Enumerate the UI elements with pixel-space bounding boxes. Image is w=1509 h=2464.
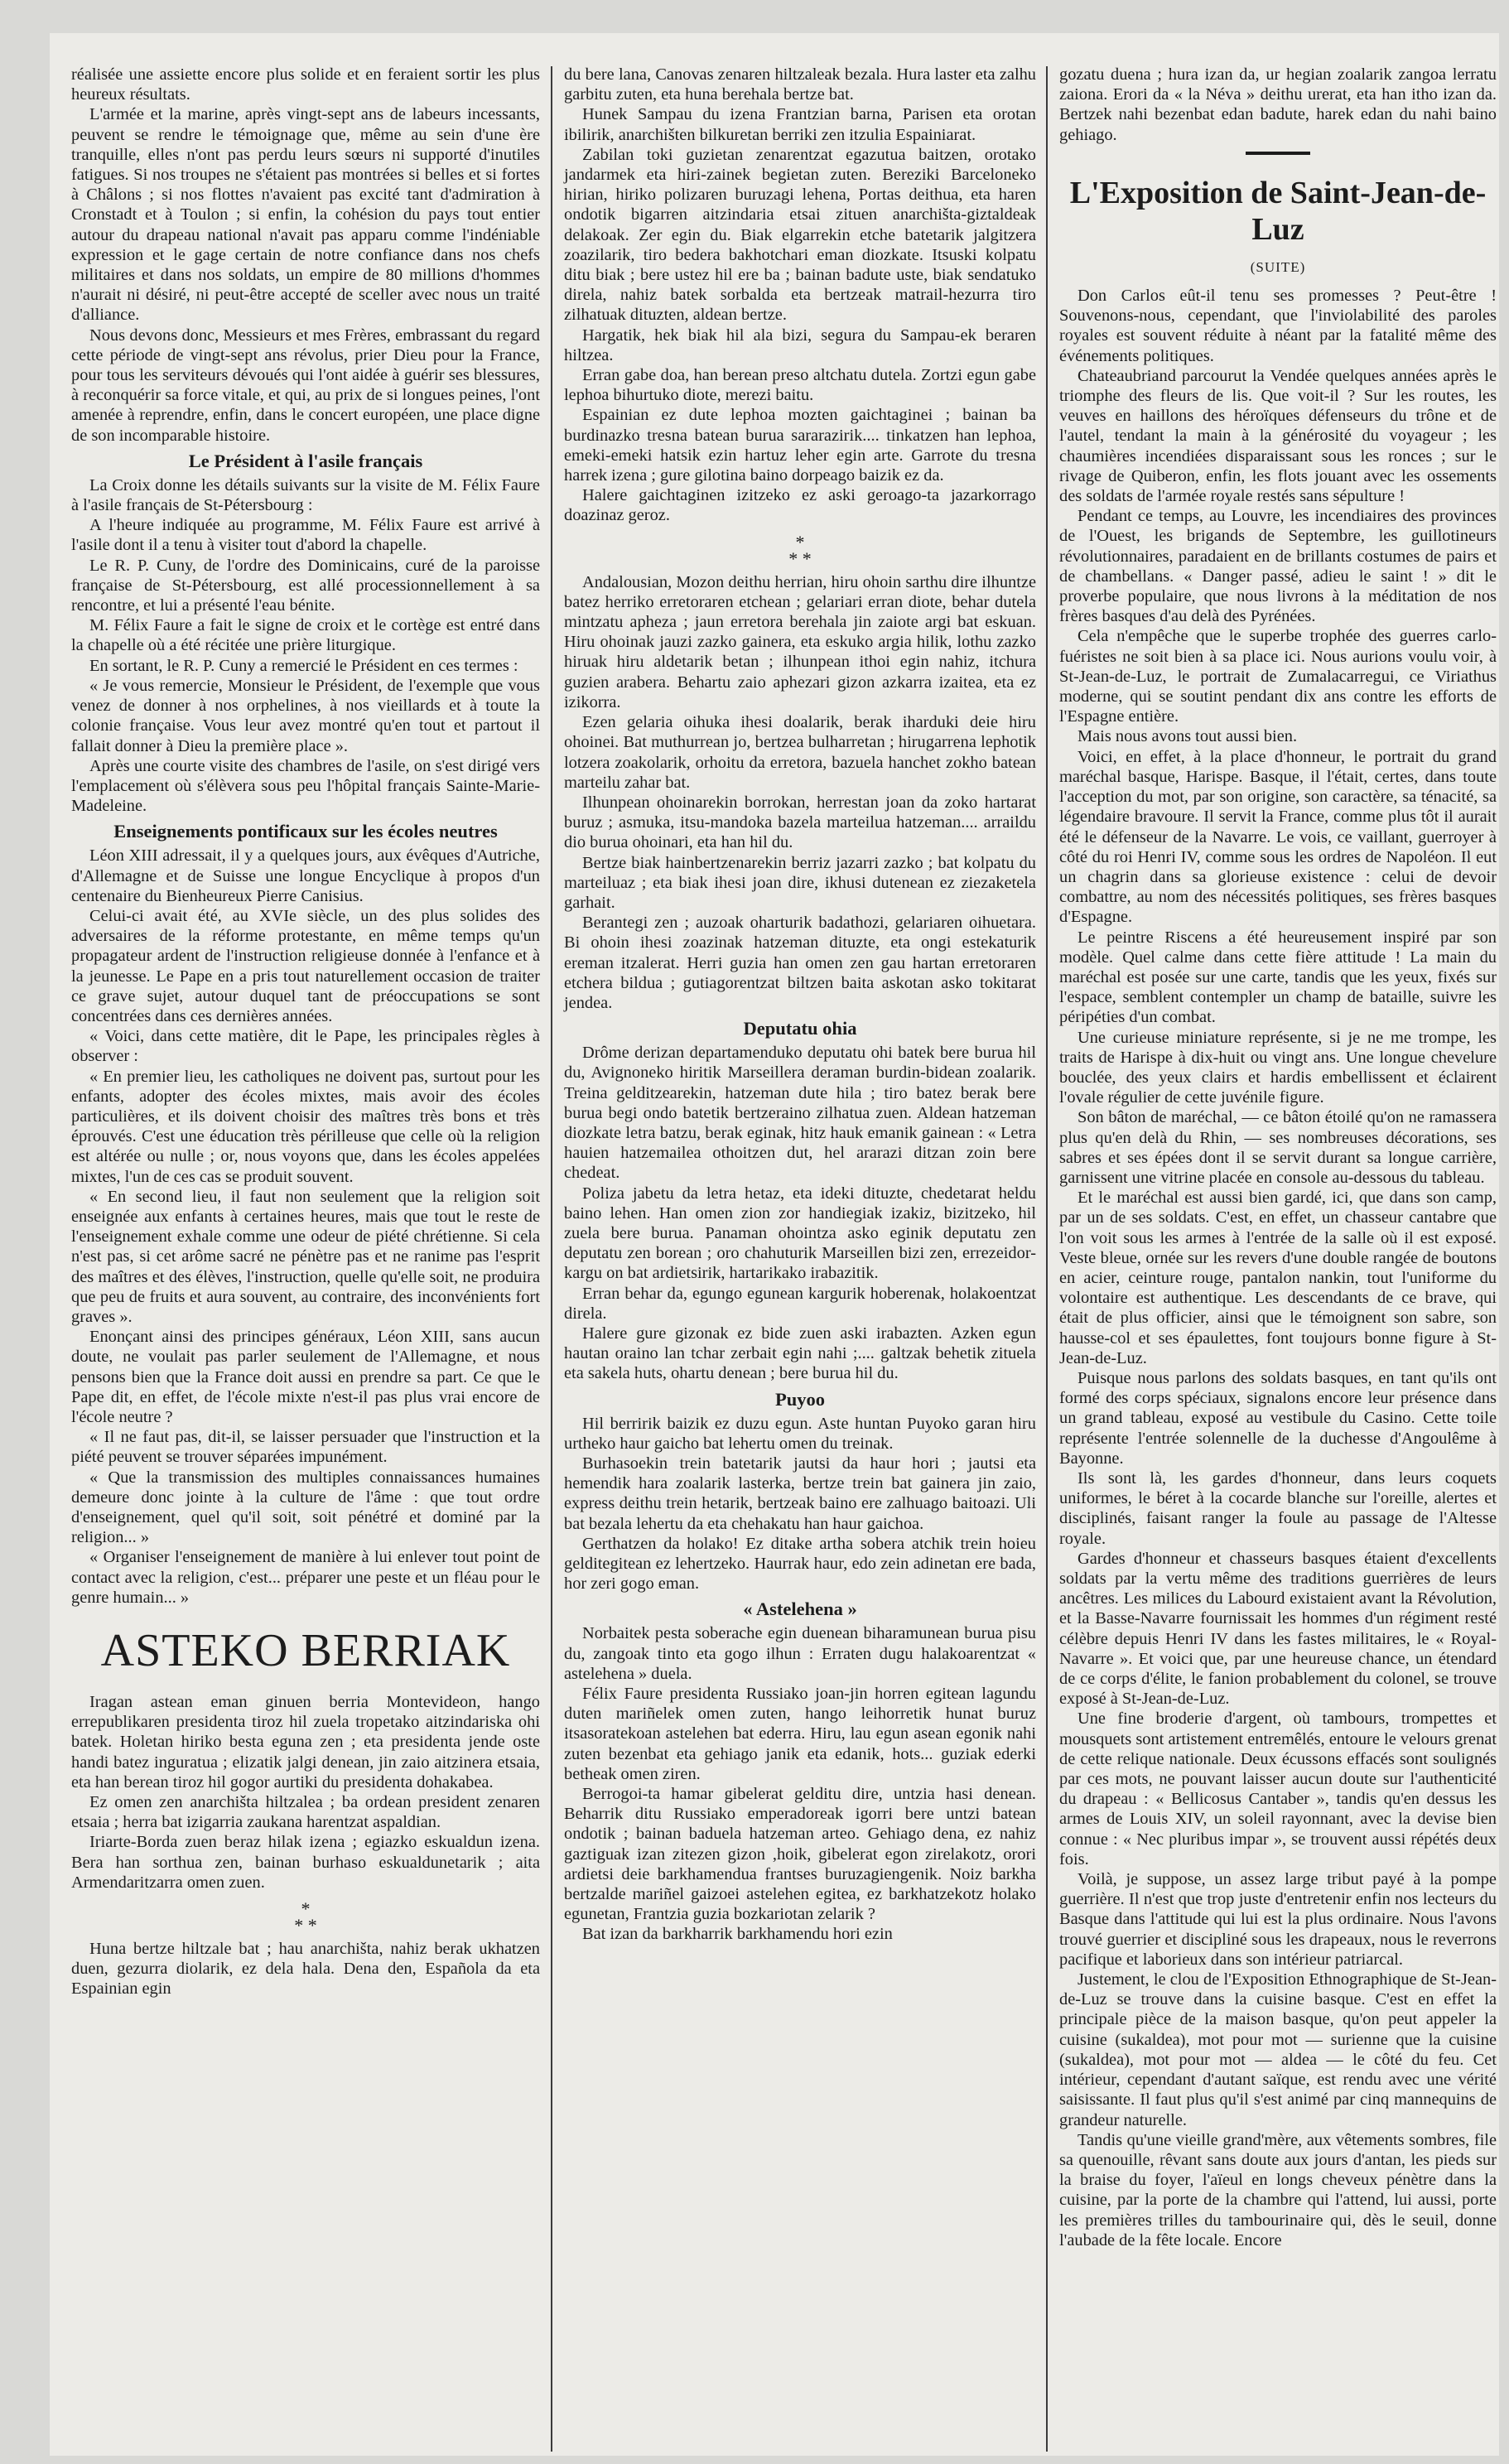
paragraph: Poliza jabetu da letra hetaz, eta ideki dituzte, chedetarat heldu baino lehen. Han omen zion zor handiegiak izakiz, bizitzeko, hil zuela bere burua. Panaman ohointza asko eginik deputatu zen deputatu zen borean ; oro chahuturik Marseillen bizi zen, errezeidor-kargu on bat ardietsirik, hartarikako irabazitik. (564, 1184, 1036, 1283)
paragraph: Félix Faure presidenta Russiako joan-jin horren egitean lagundu duten mariñelek omen zuten, hango leihorretik hunat buruz itsasoratekoan astelehen bat ederra. Hiru, lau egun asean egonik nahi zuten bezenbat eta gehiago janik eta edanik, hots... guziak ederki betheak omen ziren. (564, 1685, 1036, 1783)
paragraph: « Que la transmission des multiples connaissances humaines demeure donc jointe à la culture de l'âme : que tout ordre d'enseignement, quel qu'il soit, soit pénétré et dominé par la religion... » (71, 1468, 540, 1547)
column-1 (71, 65, 540, 1999)
paragraph: Halere gure gizonak ez bide zuen aski irabazten. Azken egun hautan oraino lan tchar zerbait egin nahi ;.... galtzak behetik zituela eta sakela huts, ohartu denean ; bere burua hil du. (564, 1324, 1036, 1383)
newspaper-page (50, 33, 1499, 2456)
paragraph: « Il ne faut pas, dit-il, se laisser persuader que l'instruction et la piété peuvent se trouver séparées impunément. (71, 1428, 540, 1467)
column-2 (564, 65, 1036, 1945)
paragraph: Tandis qu'une vieille grand'mère, aux vêtements sombres, file sa quenouille, rêvant sans doute aux jours d'antan, les pieds sur la braise du foyer, l'aïeul en longs cheveux pénètre dans la cuisine, par la porte de la chambre qui l'attend, lui aussi, porte les premières trilles du tambourinaire qui, dès le seuil, donne l'aubade de la fête locale. Encore (1059, 2130, 1497, 2249)
section-title: ASTEKO BERRIAK (100, 1625, 511, 1677)
paragraph: L'armée et la marine, après vingt-sept ans de labeurs incessants, peuvent se rendre le témoignage que, même au sein d'une ère tranquille, elles n'ont pas perdu leurs sœurs ni supporté d'inutiles fatigues. Si nos troupes ne s'étaient pas montrées si belles et si fortes à Châlons ; si nos flottes n'avaient pas excité tant d'admiration à Cronstadt et à Toulon ; si enfin, la cohésion du pays tout entier autour du drapeau national n'avait pas apparu comme l'indéniable expression et le gage certain de notre confiance dans nos chefs militaires et dans nos soldats, un empire de 80 millions d'hommes n'aurait ni désiré, ni peut-être accepté de sceller avec nous un traité d'alliance. (71, 105, 540, 325)
paragraph: Le peintre Riscens a été heureusement inspiré par son modèle. Quel calme dans cette fière attitude ! La main du maréchal est posée sur une carte, tandis que les yeux, fixés sur l'espace, semblent contempler un champ de bataille, suivre les péripéties d'un combat. (1059, 928, 1497, 1027)
paragraph: Une curieuse miniature représente, si je ne me trompe, les traits de Harispe à dix-huit ou vingt ans. Une longue chevelure bouclée, des yeux clairs et hardis embellissent et éclairent l'ovale régulier de cette juvénile figure. (1059, 1028, 1497, 1107)
paragraph: Ils sont là, les gardes d'honneur, dans leurs coquets uniformes, le béret à la cocarde blanche sur l'oreille, alertes et disciplinés, faisant ranger la foule au passage de l'Altesse royale. (1059, 1469, 1497, 1548)
column-rule (551, 66, 552, 2452)
paragraph: Nous devons donc, Messieurs et mes Frères, embrassant du regard cette période de vingt-sept ans révolus, prier Dieu pour la France, pour tous les serviteurs dévoués qui l'ont aidée à guérir ses blessures, à reconquérir sa force vitale, et qui, au prix de si longues peines, l'ont amenée à reprendre, enfin, dans le concert européen, une place digne de son incomparable histoire. (71, 325, 540, 445)
paragraph: « En premier lieu, les catholiques ne doivent pas, surtout pour les enfants, adopter des écoles mixtes, mais avoir des écoles particulières, et ils doivent choisir des maîtres très bons et très éprouvés. C'est une éducation très périlleuse que celle où la religion est altérée ou nulle ; or, nous voyons que, dans les écoles appelées mixtes, l'un de ces cas se produit souvent. (71, 1067, 540, 1186)
paragraph: Huna bertze hiltzale bat ; hau anarchišta, nahiz berak ukhatzen duen, gezurra diolarik, ez dela hala. Dena den, Española da eta Espainian egin (71, 1940, 540, 1999)
paragraph: « Organiser l'enseignement de manière à lui enlever tout point de contact avec la religion, c'est... préparer une peste et un fléau pour le genre humain... » (71, 1548, 540, 1607)
column-3 (1059, 65, 1497, 2250)
paragraph: Hil berririk baizik ez duzu egun. Aste huntan Puyoko garan hiru urtheko haur gaicho bat lehertu omen du treinak. (564, 1414, 1036, 1453)
paragraph: Burhasoekin trein batetarik jautsi da haur hori ; jautsi eta hemendik hara zoalarik lasterka, bertze trein bat gainera jin zaio, express deithu trein hetarik, bertzeak baino ere zalhuago baitoazi. Uli bat bezala lehertu da eta chehakatu han haur gaichoa. (564, 1454, 1036, 1533)
paragraph: Ilhunpean ohoinarekin borrokan, herrestan joan da zoko hartarat buruz ; asmuka, itsu-mandoka bazela marteilua hatzeman.... arraildu dio burua ohoinari, eta han hil du. (564, 793, 1036, 852)
section-heading: Deputatu ohia (743, 1018, 857, 1039)
section-heading: Puyoo (774, 1388, 825, 1410)
paragraph: Bat izan da barkharrik barkhamendu hori ezin (582, 1925, 893, 1944)
section-heading: Enseignements pontificaux sur les écoles neutres (113, 821, 498, 842)
paragraph: gozatu duena ; hura izan da, ur hegian zoalarik zangoa lerratu zaiona. Erori da « la Néva » deithu urerat, eta han itho izan da. Bertzek nahi bezenbat edan badute, harek edan du nahi baino gehiago. (1059, 65, 1497, 144)
paragraph: Léon XIII adressait, il y a quelques jours, aux évêques d'Autriche, d'Allemagne et de Suisse une longue Encyclique à propos d'un centenaire du Bienheureux Pierre Canisius. (71, 846, 540, 905)
asterism-ornament: * * * (788, 531, 812, 569)
paragraph: Hargatik, hek biak hil ala bizi, segura du Sampau-ek beraren hiltzea. (564, 325, 1036, 364)
paragraph: Don Carlos eût-il tenu ses promesses ? Peut-être ! Souvenons-nous, cependant, que l'inviolabilité des paroles royales est souvent réduite à néant par la fatalité même des événements politiques. (1059, 287, 1497, 365)
paragraph: Voilà, je suppose, un assez large tribut payé à la pompe guerrière. Il n'est que trop juste d'entretenir enfin nos lecteurs du Basque dans l'attitude qui lui est la plus ordinaire. Nous l'avons trouvé guerrier et discipliné sous les drapeaux, nous le reverrons pacifique et laborieux dans son intérieur patriarcal. (1059, 1870, 1497, 1969)
paragraph: Andalousian, Mozon deithu herrian, hiru ohoin sarthu dire ilhuntze batez herriko erretoraren etchean ; gelariari erran diote, behar dutela mintzatu apheza ; jaun erretora berehala jin zaiote argi bat eskuan. Hiru ohoinak jauzi zazko gainera, eta eskuko argia hilik, lothu zazko hiruak hiru aldetarik betan ; ilhunpean ithoi egin nahiz, itchura guzien arabera. Behartu zaio aphezari gizon azkarra izaitea, eta ez izikorra. (564, 572, 1036, 711)
paragraph: Iragan astean eman ginuen berria Montevideon, hango errepublikaren presidenta tiroz hil zuela tropetako aitzindariska ohi batek. Holetan hiriko besta eguna zen ; eta presidenta jende oste handi batez inguratua ; elizatik jalgi denean, jin zaio aitzinera etsaia, eta han berean tiroz hil gogor aurtiki du presidenta dohakabea. (71, 1693, 540, 1791)
paragraph: Iriarte-Borda zuen beraz hilak izena ; egiazko eskualdun izena. Bera han sorthua zen, bainan burhaso eskualdunetarik ; aita Armendaritzarra omen zuen. (71, 1833, 540, 1892)
paragraph: Mais nous avons tout aussi bien. (1078, 727, 1298, 746)
paragraph: Pendant ce temps, au Louvre, les incendiaires des provinces de l'Ouest, les brigands de Septembre, les guillotineurs révolutionnaires, paradaient en de brillants costumes de pairs et de chambellans. « Danger passé, adieu le saint ! » dit le proverbe populaire, que nous livrons à la méditation de nos frères basques d'au delà des Pyrénées. (1059, 507, 1497, 626)
paragraph: Enonçant ainsi des principes généraux, Léon XIII, sans aucun doute, ne voulait pas parler seulement de l'Allemagne, et nous pensons bien que la France doit aussi en prendre sa part. Ce que le Pape dit, en effet, de l'école mixte n'est-il pas plus vrai encore de l'école neutre ? (71, 1328, 540, 1426)
paragraph: Erran gabe doa, han berean preso altchatu dutela. Zortzi egun gabe lephoa bihurtuko diote, merezi baitu. (564, 366, 1036, 405)
paragraph: réalisée une assiette encore plus solide et en feraient sortir les plus heureux résultats. (71, 65, 540, 104)
column-rule (1046, 66, 1048, 2452)
paragraph: Chateaubriand parcourut la Vendée quelques années après le triomphe des fleurs de lis. Que voit-il ? Sur les routes, les veuves en haillons des héroïques défenseurs du trône et de l'autel, tendant la main à la générosité du voyageur ; les chaumières incendiées disparaissant sous les ronces ; sur le rivage de Quiberon, enfin, les flots jouant avec les ossements des soldats de l'armée royale restés sans sépulture ! (1059, 366, 1497, 506)
section-title: L'Exposition de Saint-Jean-de-Luz (1069, 175, 1487, 247)
separator-rule (1246, 152, 1310, 155)
paragraph: La Croix donne les détails suivants sur la visite de M. Félix Faure à l'asile français de St-Pétersbourg : (71, 475, 540, 515)
paragraph: Gerthatzen da holako! Ez ditake artha sobera atchik trein hoieu gelditegitean ez lehertzeko. Haurrak haur, edo zein adinetan ere bada, hor zeri gogo eman. (564, 1534, 1036, 1594)
paragraph: Erran behar da, egungo egunean kargurik hoberenak, holakoentzat direla. (564, 1284, 1036, 1323)
paragraph: Berrogoi-ta hamar gibelerat gelditu dire, untzia hasi denean. Beharrik ditu Russiako emperadoreak igorri bere untzi batean ondotik ; bainan baduela hatzeman arteo. Gehiago dena, ez nahiz gaztiguak izan zitezen gizon ,hoik, gibelerat egon zirelakotz, orori ardietsi deie barkhamendua frantses buruzagiengenik. Noiz barkha bertzalde mariñel gaizoei astelehen egitea, ez barkhatzekotz holako egunetan, Frantzia guzia bozkariotan zelarik ? (564, 1785, 1036, 1924)
paragraph: Celui-ci avait été, au XVIe siècle, un des plus solides des adversaires de la réforme protestante, en même temps qu'un propagateur ardent de l'instruction religieuse donnée à l'enfance et à la jeunesse. Le Pape en a pris tout naturellement occasion de traiter ce grave sujet, autour duquel tant de préoccupations se sont concentrées dans ces dernières années. (71, 906, 540, 1025)
paragraph: Et le maréchal est aussi bien gardé, ici, que dans son camp, par un de ses soldats. C'est, en effet, un chasseur cantabre que l'on voit sous les armes à l'entrée de la salle où il est exposé. Veste bleue, ornée sur les revers d'une double rangée de boutons en acier, ceinture rouge, pantalon nankin, tout l'uniforme du volontaire est authentique. Les descendants de ce brave, qui était de plus officier, ainsi que le témoignent son sabre, son hausse-col et ses épaulettes, font toujours bonne figure à St-Jean-de-Luz. (1059, 1189, 1497, 1367)
paragraph: Halere gaichtaginen izitzeko ez aski geroago-ta jazarkorrago doazinaz geroz. (564, 486, 1036, 525)
asterism-ornament: * * * (294, 1898, 317, 1936)
paragraph: M. Félix Faure a fait le signe de croix et le cortège est entré dans la chapelle où a été récitée une prière liturgique. (71, 616, 540, 655)
section-heading: Le Président à l'asile français (188, 450, 423, 471)
paragraph: Gardes d'honneur et chasseurs basques étaient d'excellents soldats par la vertu même des traditions guerrières de leurs ancêtres. Les milices du Labourd existaient avant la Révolution, et la Basse-Navarre fournissait les hommes d'un régiment resté célèbre depuis Henri IV dans les fastes militaires, le « Royal-Navarre ». Et voici que, par une heureuse chance, un étendard de ce corps d'élite, le fanion probablement du colonel, se trouve exposé à St-Jean-de-Luz. (1059, 1549, 1497, 1709)
paragraph: Ez omen zen anarchišta hiltzalea ; ba ordean president zenaren etsaia ; herra bat izigarria zaukana harentzat aspaldian. (71, 1793, 540, 1832)
paragraph: Une fine broderie d'argent, où tambours, trompettes et mousquets sont artistement entremêlés, entoure le velours grenat de cette relique nationale. Deux écussons effacés sont soulignés par ces mots, ne pouvant laisser aucun doute sur l'authenticité du drapeau : « Bellicosus Cantaber », tandis qu'en dessus les armes de Louis XIV, un soleil rayonnant, avec la devise bien connue : « Nec pluribus impar », se trouvent aussi répétés deux fois. (1059, 1709, 1497, 1868)
paragraph: Bertze biak hainbertzenarekin berriz jazarri zazko ; bat kolpatu du marteiluaz ; eta biak ihesi joan dire, ikhusi dutenean ez ziezaketela garhait. (564, 853, 1036, 912)
paragraph: « En second lieu, il faut non seulement que la religion soit enseignée aux enfants à certaines heures, mais que tout le reste de l'enseignement exhale comme une odeur de piété chrétienne. Si cela n'est pas, si cet arôme sacré ne pénètre pas et ne ranime pas l'esprit des maîtres et des élèves, l'instruction, quelle qu'elle soit, ne produira que peu de fruits et aura souvent, au contraire, des inconvénients fort graves ». (71, 1187, 540, 1326)
paragraph: A l'heure indiquée au programme, M. Félix Faure est arrivé à l'asile dont il a tenu à visiter tout d'abord la chapelle. (71, 516, 540, 555)
paragraph: En sortant, le R. P. Cuny a remercié le Président en ces termes : (89, 656, 518, 675)
paragraph: du bere lana, Canovas zenaren hiltzaleak bezala. Hura laster eta zalhu garbitu zuten, eta huna berehala bertze bat. (564, 65, 1036, 104)
paragraph: Zabilan toki guzietan zenarentzat egazutua baitzen, orotako jandarmek eta hiri-zainek begietan zuten. Bereziki Barceloneko hirian, hiriko polizaren buruzagi lehena, Portas deithua, eta haren ondotik bigarren aitzindaria etsai zituen anarchišta-giztaldeak delakoak. Zer egin du. Biak elgarrekin etche batetarik jalgitzera zoazilarik, tiro bedera bakhotchari eman diozkate. Itsuski kolpatu ditu biak ; bere ustez hil ere ba ; bainan badute uste, biak sendatuko direla, nahiz batek sorbalda eta bertzeak matrail-hezurra tiro zilhatuak dituzten, aldean bertze. (564, 145, 1036, 325)
paragraph: Ezen gelaria oihuka ihesi doalarik, berak iharduki deie hiru ohoinei. Bat muthurrean jo, bertzea bulharretan ; hirugarrena lephotik lotzera zoakolarik, orhoitu da erretora, bazuela hanchet zokho batean marteilu zahar bat. (564, 713, 1036, 792)
paragraph: Justement, le clou de l'Exposition Ethnographique de St-Jean-de-Luz se trouve dans la cuisine basque. C'est en effet la principale pièce de la maison basque, qu'on peut appeler la cuisine (sukaldea), mot pour mot — surienne que la cuisine (sukaldea), mot pour mot — aldea — le côté du feu. Cet intérieur, cependant d'autant saïque, est rendu avec une vérité saisissante. Il faut plus qu'il s'est animé par cinq mannequins de grandeur naturelle. (1059, 1970, 1497, 2129)
paragraph: Berantegi zen ; auzoak oharturik badathozi, gelariaren oihuetara. Bi ohoin ihesi zoazinak hatzeman dituzte, eta ongi estekaturik ereman itzalerat. Herri guzia han omen zen gau hartan erretoraren etchera bildua ; gutiagorentzat biltzen baita askotan asko tokitarat jendea. (564, 914, 1036, 1012)
section-heading: « Astelehena » (743, 1598, 857, 1620)
paragraph: Voici, en effet, à la place d'honneur, le portrait du grand maréchal basque, Harispe. Basque, il l'était, certes, dans toute l'acception du mot, par son origine, son caractère, sa ténacité, sa légendaire bravoure. Il servit la France, comme plus tôt il aurait été le défenseur de la Navarre. Le vois, ce vaillant, guerroyer à côté du roi Henri IV, comme sous les ordres de Napoléon. Il eut un chagrin dans sa glorieuse existence : celui de devoir combattre, au nom des nécessités politiques, ses frères basques d'Espagne. (1059, 747, 1497, 927)
paragraph: Son bâton de maréchal, — ce bâton étoilé qu'on ne ramassera plus qu'en delà du Rhin, — ses nombreuses décorations, ses sabres et ses épées dont il se servit durant sa longue carrière, garnissent une vitrine placée en console au-dessous du tableau. (1059, 1108, 1497, 1187)
paragraph: Drôme derizan departamenduko deputatu ohi batek bere burua hil du, Avignoneko hiritik Marseillera deraman burdin-bidean zoalarik. Treina gelditzearekin, hatzeman dute hila ; tiro batez berak bere burua begi ondo batetik bertzeraino zilhatua zuen. Aldean hatzeman diozkate letra batzu, berak eginak, hitz hauk emanik gainean : « Letra hauien hatzemailea othoitzen dut, hel ararazi ditzan zoin bere chedeat. (564, 1044, 1036, 1183)
paragraph: Espainian ez dute lephoa mozten gaichtaginei ; bainan ba burdinazko tresna batean burua sararazirik.... tinkatzen han lephoa, emeki-emeki hatsik ezin hartuz leher egin arte. Garrote du tresna harrek izena ; gure gilotina baino dorpeago baizik ez da. (564, 406, 1036, 485)
paragraph: Hunek Sampau du izena Frantzian barna, Parisen eta orotan ibilirik, anarchišten bilkuretan berriki zen itzulia Espainiarat. (564, 105, 1036, 144)
paragraph: Cela n'empêche que le superbe trophée des guerres carlo-fuéristes ne soit bien à sa place ici. Nous aurions voulu voir, à St-Jean-de-Luz, le portrait de Zumalacarregui, ce Viriathus moderne, qui se soutint pendant dix ans contre les efforts de l'Espagne entière. (1059, 627, 1497, 726)
paragraph: « Je vous remercie, Monsieur le Président, de l'exemple que vous venez de donner à nos orphelines, à nos vieillards et à toute la colonie française. Vous leur avez montré qu'en tout et partout il fallait donner à Dieu la première place ». (71, 676, 540, 755)
paragraph: « Voici, dans cette matière, dit le Pape, les principales règles à observer : (71, 1027, 540, 1066)
paragraph: Le R. P. Cuny, de l'ordre des Dominicains, curé de la paroisse française de St-Pétersbourg, est allé processionnellement à sa rencontre, et lui a présenté l'eau bénite. (71, 556, 540, 615)
continued-label: (SUITE) (1250, 258, 1306, 275)
paragraph: Puisque nous parlons des soldats basques, en tant qu'ils ont formé des corps spéciaux, signalons encore leur présence dans un grand tableau, exposé au vestibule du Casino. Cette toile représente l'entrée solennelle de la duchesse d'Angoulême à Bayonne. (1059, 1368, 1497, 1468)
paragraph: Norbaitek pesta soberache egin duenean biharamunean burua pisu du, zangoak tinto eta gogo ilhun : Erraten dugu halakoarentzat « astelehena » duela. (564, 1624, 1036, 1683)
paragraph: Après une courte visite des chambres de l'asile, on s'est dirigé vers l'emplacement où s'élèvera sous peu l'hôpital français Sainte-Marie-Madeleine. (71, 756, 540, 816)
